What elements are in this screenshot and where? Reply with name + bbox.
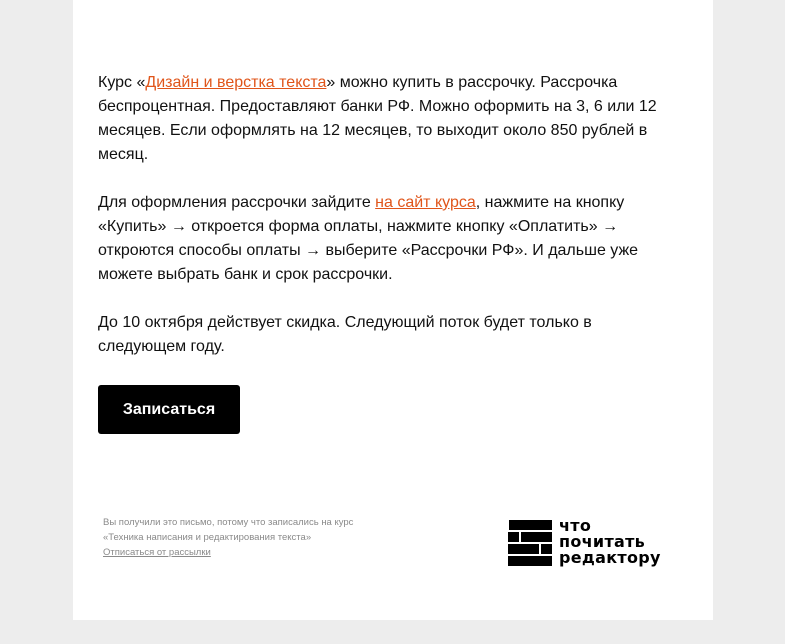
email-card — [73, 0, 713, 620]
logo-wordmark — [559, 518, 661, 566]
paragraph-instructions — [98, 191, 673, 287]
footer-note — [103, 515, 403, 560]
enroll-button[interactable]: Записаться — [98, 385, 240, 434]
logo-line: почитать — [559, 532, 646, 551]
paragraph-text: » можно купить в рассрочку. Рассрочка беспроцентная. Предоставляют банки РФ. Можно оформить на 3, 6 или 12 месяцев. Если оформлять на 12 месяцев, то выходит около 850 рублей в месяц. — [98, 74, 657, 163]
logo-line: редактору — [559, 548, 661, 567]
paragraph-text: Для оформления рассрочки зайдите — [98, 194, 376, 211]
course-link[interactable]: Дизайн и верстка текста — [145, 74, 327, 91]
paragraph-discount: До 10 октября действует скидка. Следующий поток будет только в следующем году. — [98, 314, 592, 355]
footer-course-line: «Техника написания и редактирования текста» — [103, 532, 312, 543]
unsubscribe-link[interactable]: Отписаться от рассылки — [103, 547, 211, 558]
paragraph-text: Курс « — [98, 74, 146, 91]
footer-reason-line: Вы получили это письмо, потому что записались на курс — [103, 517, 354, 528]
paragraph-text: , нажмите на кнопку «Купить» → откроется форма оплаты, нажмите кнопку «Оплатить» → откроются способы оплаты → выберите «Рассрочки РФ». И дальше уже можете выбрать банк и срок рассрочки. — [98, 194, 639, 283]
brand-logo — [508, 518, 688, 570]
course-site-link[interactable]: на сайт курса — [375, 194, 476, 211]
paragraph-installment — [98, 71, 673, 167]
email-body — [98, 71, 673, 383]
logo-line: что — [559, 516, 592, 535]
